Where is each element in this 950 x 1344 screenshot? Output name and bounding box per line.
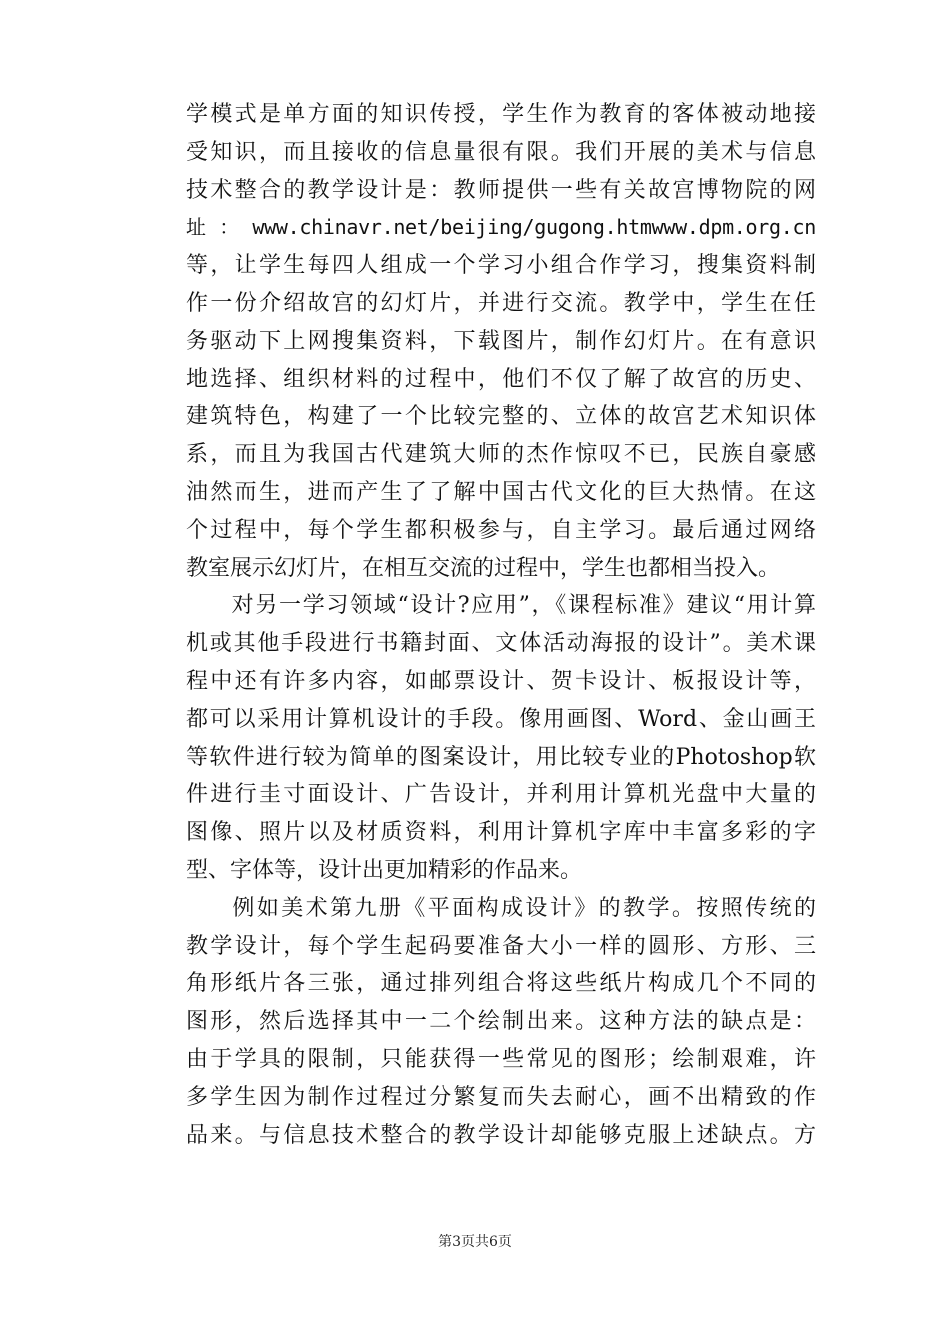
text-line: 教学设计，每个学生起码要准备大小一样的圆形、方形、三	[186, 933, 816, 959]
text-line: 等软件进行较为简单的图案设计，用比较专业的Photoshop软	[186, 744, 816, 770]
text-line: 程中还有许多内容，如邮票设计、贺卡设计、板报设计等，	[186, 668, 816, 694]
text-line: 图像、照片以及材质资料，利用计算机字库中丰富多彩的字	[186, 820, 816, 846]
text-line: 务驱动下上网搜集资料，下载图片，制作幻灯片。在有意识	[186, 328, 816, 354]
text-line	[186, 890, 816, 928]
text-line: 型、字体等，设计出更加精彩的作品来。	[186, 857, 583, 883]
page-number-footer: 第3页共6页	[438, 1234, 512, 1250]
text-line: 系，而且为我国古代建筑大师的杰作惊叹不已，民族自豪感	[186, 442, 816, 468]
text-line: 建筑特色，构建了一个比较完整的、立体的故宫艺术知识体	[186, 404, 816, 430]
text-line: 机或其他手段进行书籍封面、文体活动海报的设计”。美术课	[186, 631, 816, 657]
text-line: 油然而生，进而产生了了解中国古代文化的巨大热情。在这	[186, 479, 816, 505]
text-line: 学模式是单方面的知识传授，学生作为教育的客体被动地接	[186, 102, 816, 127]
text-line: 技术整合的教学设计是：教师提供一些有关故宫博物院的网	[186, 177, 816, 203]
text-line: 品来。与信息技术整合的教学设计却能够克服上述缺点。方	[186, 1122, 816, 1148]
text-line: 多学生因为制作过程过分繁复而失去耐心，画不出精致的作	[186, 1084, 816, 1110]
text-line: 角形纸片各三张，通过排列组合将这些纸片构成几个不同的	[186, 971, 816, 997]
paragraph-start: 例如美术第九册《平面构成设计》的教学。按照传统的	[230, 895, 816, 921]
url-line: 址 ： www.chinavr.net/beijing/gugong.htmwww.dpm.org.cn	[186, 215, 816, 240]
text-line: 地选择、组织材料的过程中，他们不仅了解了故宫的历史、	[186, 366, 816, 392]
text-line: 件进行圭寸面设计、广告设计，并利用计算机光盘中大量的	[186, 782, 816, 808]
text-line: 教室展示幻灯片，在相互交流的过程中，学生也都相当投入。	[186, 555, 781, 581]
text-line: 图形，然后选择其中一二个绘制出来。这种方法的缺点是：	[186, 1009, 816, 1035]
body-text	[186, 96, 816, 1154]
text-line: 作一份介绍故宫的幻灯片，并进行交流。教学中，学生在任	[186, 290, 816, 316]
text-line	[186, 587, 816, 625]
text-line: 个过程中，每个学生都积极参与，自主学习。最后通过网络	[186, 517, 816, 543]
text-line: 由于学具的限制，只能获得一些常见的图形；绘制艰难，许	[186, 1046, 816, 1072]
text-line: 都可以采用计算机设计的手段。像用画图、Word、金山画王	[186, 706, 816, 732]
text-line: 等，让学生每四人组成一个学习小组合作学习，搜集资料制	[186, 253, 816, 279]
paragraph-start: 对另一学习领域“设计?应用”，《课程标准》建议“用计算	[230, 593, 816, 619]
text-line: 受知识，而且接收的信息量很有限。我们开展的美术与信息	[186, 139, 816, 165]
